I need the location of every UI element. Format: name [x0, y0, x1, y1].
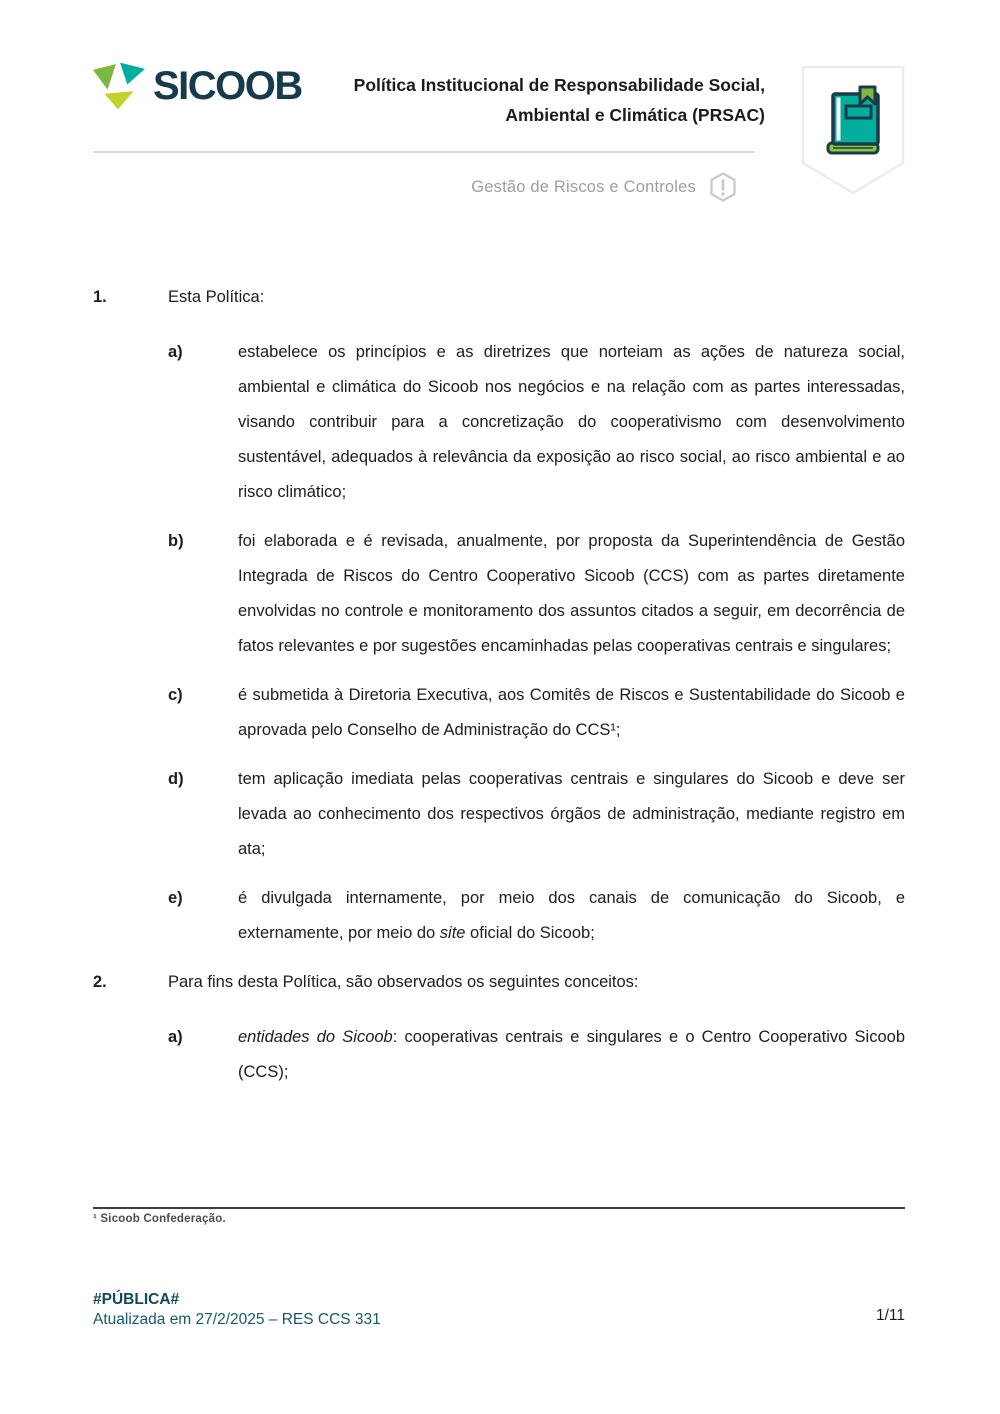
- section-heading-text: Esta Política:: [168, 288, 265, 306]
- item-text: foi elaborada e é revisada, anualmente, por proposta da Superintendência de Gestão Integrada de Riscos do Centro Cooperativo Sicoob (CCS) com as partes diretamente envolvidas no controle e monitoramento dos assuntos citados a seguir, em decorrência de fatos relevantes e por sugestões encaminhadas pelas cooperativas centrais e singulares;: [238, 532, 905, 655]
- item-text: é divulgada internamente, por meio dos canais de comunicação do Sicoob, e externamente, por meio do site oficial do Sicoob;: [238, 889, 905, 942]
- footnote-rule: [93, 1207, 905, 1209]
- item-letter: e): [168, 889, 183, 907]
- item-text: tem aplicação imediata pelas cooperativas centrais e singulares do Sicoob e deve ser levada ao conhecimento dos respectivos órgãos de administração, mediante registro em ata;: [238, 770, 905, 858]
- footer-updated-info: Atualizada em 27/2/2025 – RES CCS 331: [93, 1311, 381, 1328]
- subtitle-label: Gestão de Riscos e Controles: [471, 177, 696, 196]
- section-1-item-c: [168, 678, 905, 748]
- page-title: [325, 70, 765, 130]
- section-1-heading: [93, 280, 905, 315]
- page-title-line-2: Ambiental e Climática (PRSAC): [505, 105, 765, 125]
- footer-page-number: 1/11: [875, 1307, 905, 1324]
- item-letter: c): [168, 686, 183, 704]
- hexagon-exclamation-icon: [709, 172, 737, 202]
- item-text: estabelece os princípios e as diretrizes que norteiam as ações de natureza social, ambiental e climática do Sicoob nos negócios e na relação com as partes interessadas, visando contribuir para a concretização do cooperativismo com desenvolvimento sustentável, adequados à relevância da exposição ao risco social, ao risco ambiental e ao risco climático;: [238, 343, 905, 501]
- section-number: 1.: [93, 288, 107, 306]
- sicoob-logo: [93, 62, 302, 110]
- header-divider: [93, 151, 755, 153]
- footnote-text: ¹ Sicoob Confederação.: [93, 1213, 226, 1225]
- page-title-line-1: Política Institucional de Responsabilidade Social,: [353, 75, 765, 95]
- sicoob-triangle-logo-icon: [93, 62, 145, 110]
- section-number: 2.: [93, 973, 107, 991]
- section-heading-text: Para fins desta Política, são observados os seguintes conceitos:: [168, 973, 639, 991]
- item-text: entidades do Sicoob: cooperativas centrais e singulares e o Centro Cooperativo Sicoob (CCS);: [238, 1028, 905, 1081]
- logo-wordmark: SICOOB: [153, 64, 302, 108]
- section-1-item-e: [168, 881, 905, 951]
- section-1-item-b: [168, 524, 905, 664]
- item-letter: a): [168, 343, 183, 361]
- item-letter: a): [168, 1028, 183, 1046]
- book-badge-icon: [800, 64, 906, 198]
- section-2-item-a: [168, 1020, 905, 1090]
- section-1-item-d: [168, 762, 905, 867]
- document-body: [93, 280, 905, 1104]
- item-letter: b): [168, 532, 184, 550]
- section-2-heading: [93, 965, 905, 1000]
- subtitle-row: [471, 172, 737, 202]
- section-1-item-a: [168, 335, 905, 510]
- footer-classification: #PÚBLICA#: [93, 1291, 180, 1308]
- item-text: é submetida à Diretoria Executiva, aos Comitês de Riscos e Sustentabilidade do Sicoob e aprovada pelo Conselho de Administração do CCS¹;: [238, 686, 905, 739]
- item-letter: d): [168, 770, 184, 788]
